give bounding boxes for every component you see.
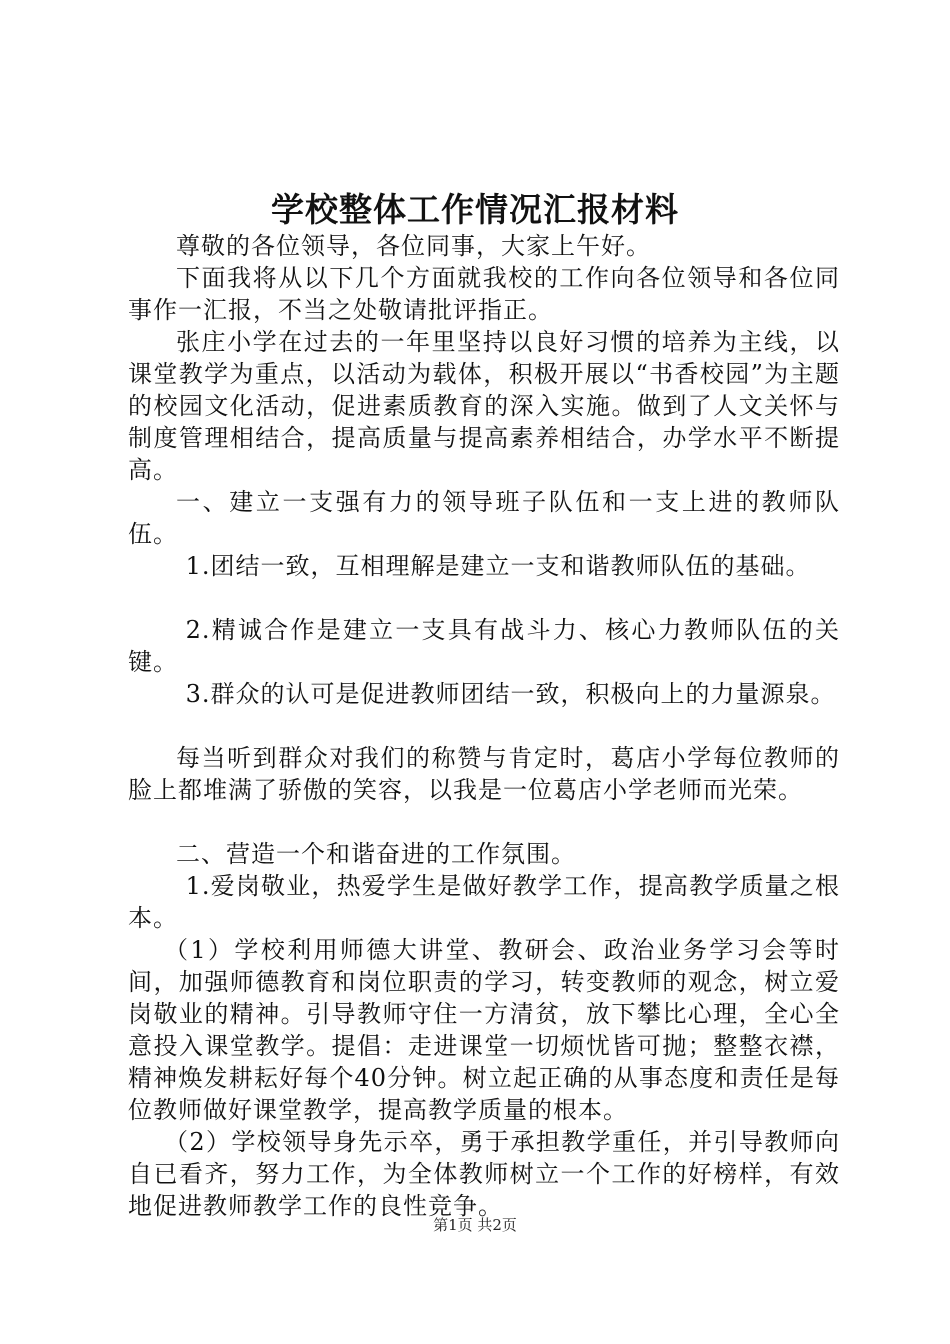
point-1-1: 1.团结一致，互相理解是建立一支和谐教师队伍的基础。	[185, 552, 811, 580]
document-body	[128, 230, 840, 1222]
point-1-2: 2.精诚合作是建立一支具有战斗力、核心力教师队伍的关键。	[128, 616, 840, 676]
point-1-3: 3.群众的认可是促进教师团结一致，积极向上的力量源泉。	[185, 680, 836, 708]
document-title: 学校整体工作情况汇报材料	[271, 190, 679, 229]
subpoint-2-1-2: （2）学校领导身先示卒，勇于承担教学重任，并引导教师向自已看齐，努力工作，为全体教师树立一个工作的好榜样，有效地促进教师教学工作的良性竞争。	[128, 1128, 840, 1220]
section-heading-2: 二、营造一个和谐奋进的工作氛围。	[176, 840, 576, 868]
praise-paragraph: 每当听到群众对我们的称赞与肯定时，葛店小学每位教师的脸上都堆满了骄傲的笑容，以我是一位葛店小学老师而光荣。	[128, 744, 840, 804]
section-heading-1: 一、建立一支强有力的领导班子队伍和一支上进的教师队伍。	[128, 488, 840, 548]
overview-paragraph: 张庄小学在过去的一年里坚持以良好习惯的培养为主线，以课堂教学为重点，以活动为载体，积极开展以“书香校园”为主题的校园文化活动，促进素质教育的深入实施。做到了人文关怀与制度管理相结合，提高质量与提高素养相结合，办学水平不断提高。	[128, 328, 840, 484]
greeting-paragraph: 尊敬的各位领导，各位同事，大家上午好。	[176, 232, 651, 260]
page-footer: 第1页 共2页	[433, 1216, 517, 1234]
intro-paragraph: 下面我将从以下几个方面就我校的工作向各位领导和各位同事作一汇报，不当之处敬请批评指正。	[128, 264, 840, 324]
subpoint-2-1-1: （1）学校利用师德大讲堂、教研会、政治业务学习会等时间，加强师德教育和岗位职责的学习，转变教师的观念，树立爱岗敬业的精神。引导教师守住一方清贫，放下攀比心理，全心全意投入课堂教学。提倡：走进课堂一切烦忧皆可抛；整整衣襟，精神焕发耕耘好每个40分钟。树立起正确的从事态度和责任是每位教师做好课堂教学，提高教学质量的根本。	[128, 936, 840, 1124]
point-2-1: 1.爱岗敬业，热爱学生是做好教学工作，提高教学质量之根本。	[128, 872, 840, 932]
